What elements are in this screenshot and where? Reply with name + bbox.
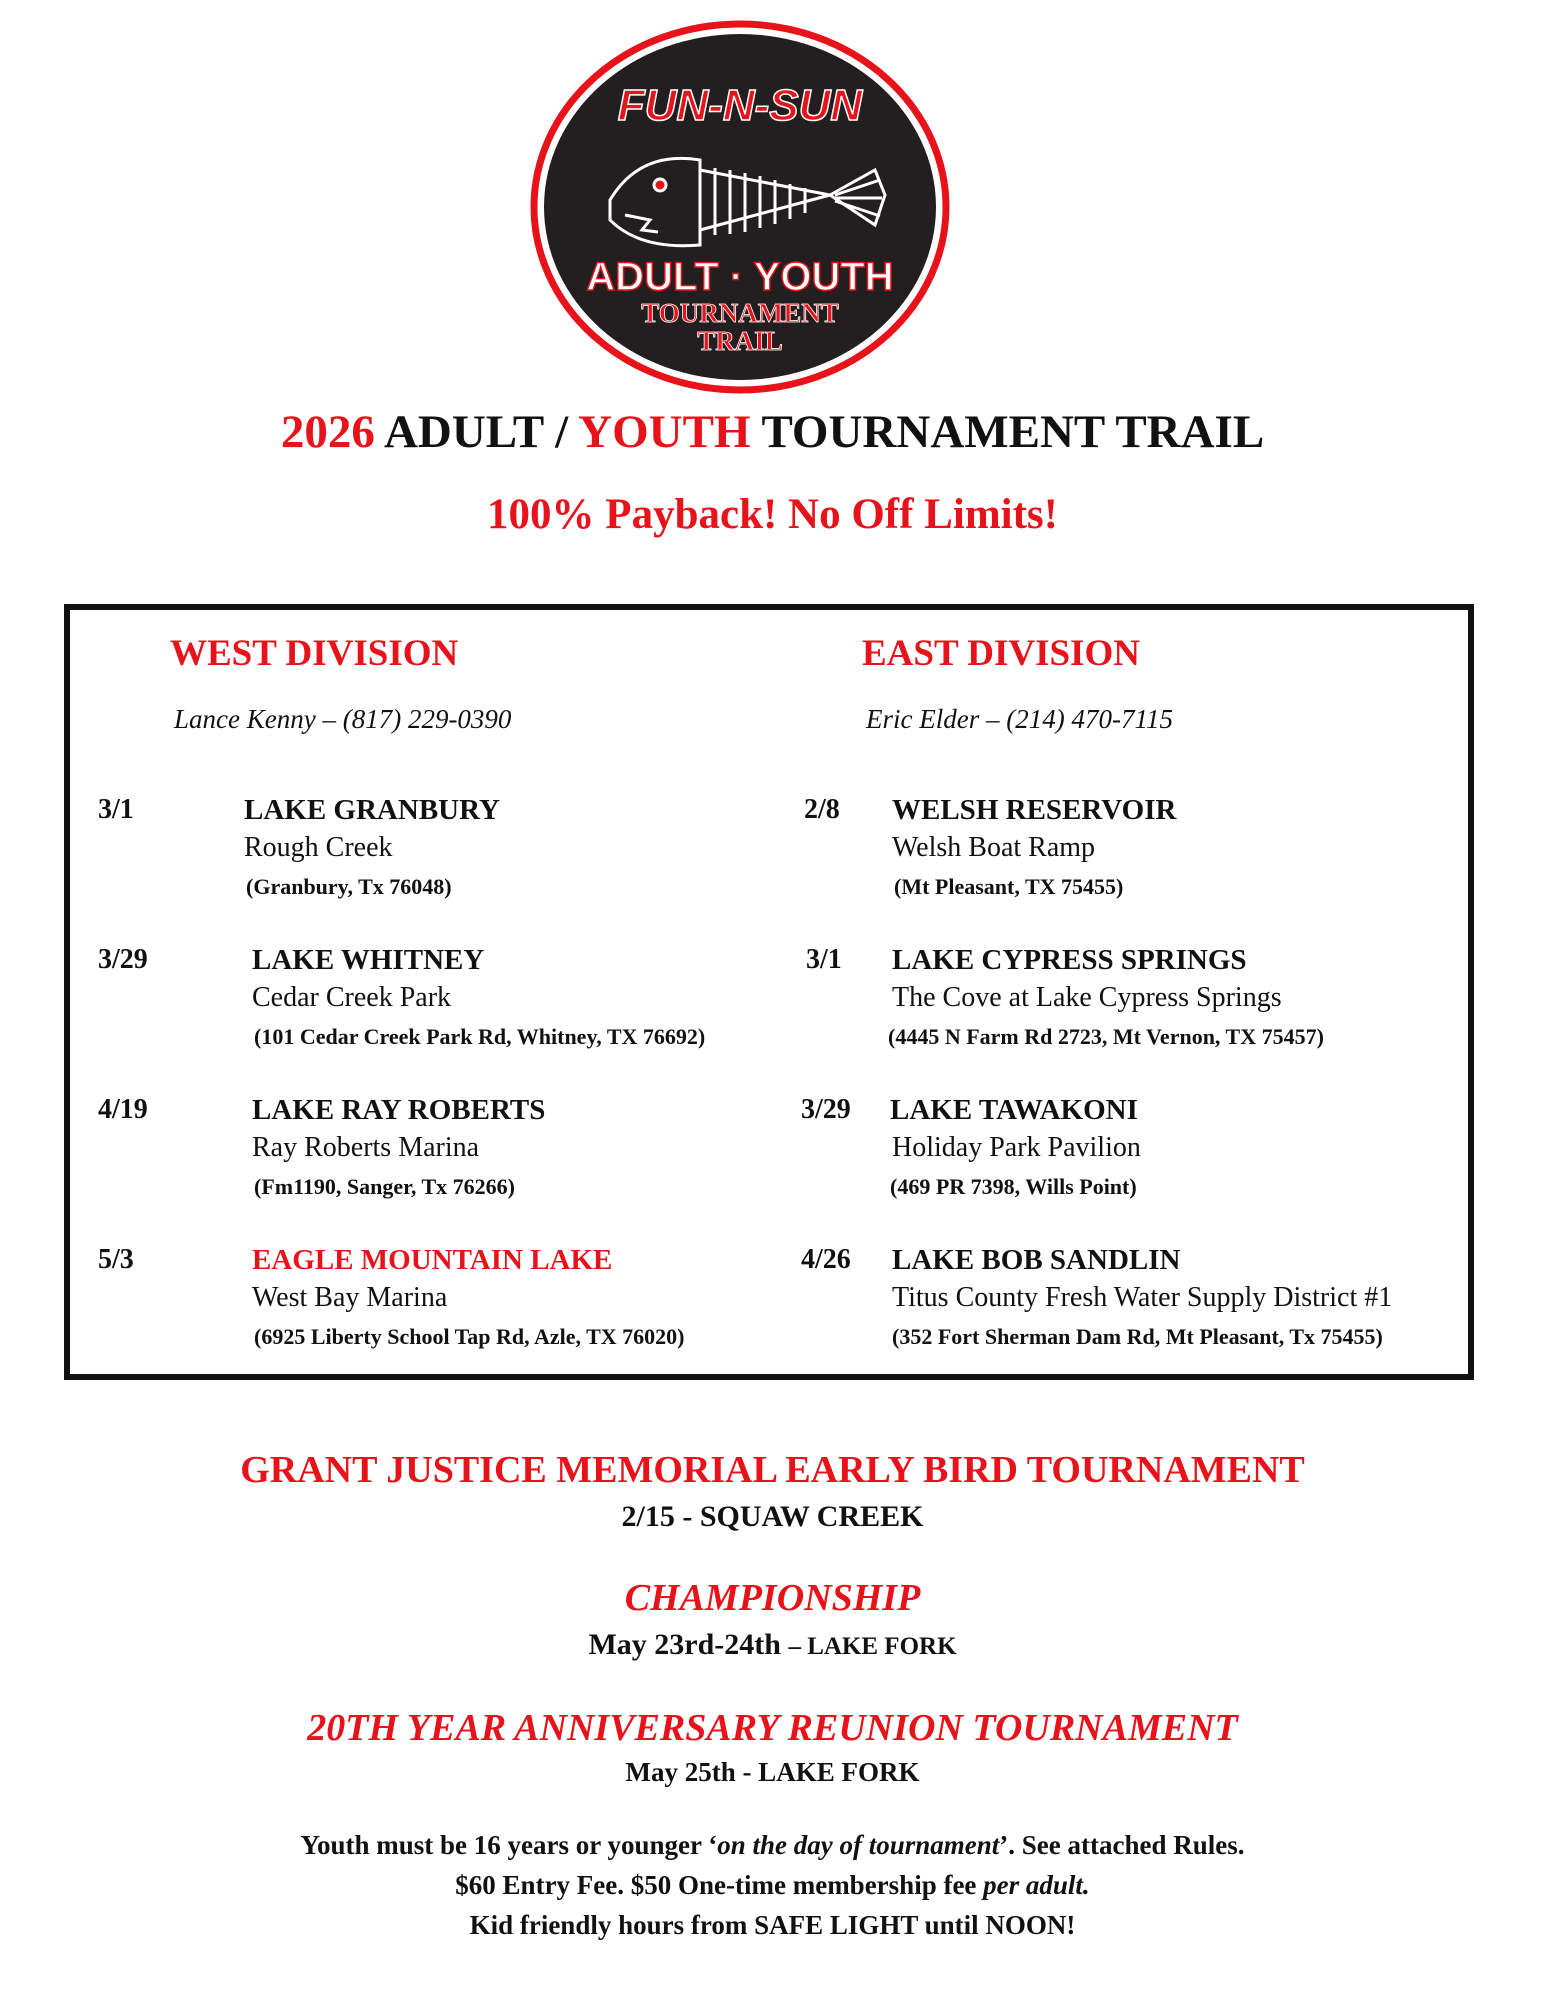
championship-details <box>0 1628 1545 1662</box>
title-adult: ADULT / <box>383 406 569 458</box>
event-venue: Welsh Boat Ramp <box>892 832 1096 863</box>
event-lake: LAKE WHITNEY <box>252 944 485 976</box>
event-venue: Rough Creek <box>244 832 393 863</box>
hours-note: Kid friendly hours from SAFE LIGHT until NOON! <box>469 1910 1076 1940</box>
note-text: $60 Entry Fee. $50 One-time membership fee <box>455 1870 984 1900</box>
note-text: ’. See attached Rules. <box>999 1830 1245 1860</box>
event-lake: LAKE GRANBURY <box>244 794 500 826</box>
note-emphasis: on the day of tournament <box>717 1830 1000 1860</box>
event-date: 5/3 <box>98 1244 134 1275</box>
event-address: (Fm1190, Sanger, Tx 76266) <box>254 1174 515 1199</box>
schedule-box <box>64 604 1474 1380</box>
note-emphasis: per adult. <box>983 1870 1090 1900</box>
event-venue: West Bay Marina <box>252 1282 448 1313</box>
championship-place: – LAKE FORK <box>788 1633 957 1660</box>
event-venue: Titus County Fresh Water Supply District #1 <box>892 1282 1393 1313</box>
event-address: (352 Fort Sherman Dam Rd, Mt Pleasant, Tx 75455) <box>892 1324 1383 1349</box>
event-lake: LAKE BOB SANDLIN <box>892 1244 1181 1276</box>
logo-line3: TRAIL <box>697 326 783 356</box>
logo-line1: ADULT · YOUTH <box>586 255 894 299</box>
event-venue: Ray Roberts Marina <box>252 1132 480 1163</box>
title-rest: TOURNAMENT TRAIL <box>761 406 1265 458</box>
event-address: (101 Cedar Creek Park Rd, Whitney, TX 76692) <box>254 1024 706 1049</box>
event-date: 2/8 <box>804 794 840 825</box>
reunion-date: May 25th - LAKE FORK <box>625 1757 920 1787</box>
title-year: 2026 <box>280 406 375 458</box>
event-lake: WELSH RESERVOIR <box>892 794 1177 826</box>
event-address: (Granbury, Tx 76048) <box>246 874 452 899</box>
west-division-title: WEST DIVISION <box>170 633 459 674</box>
reunion-title: 20TH YEAR ANNIVERSARY REUNION TOURNAMENT <box>307 1707 1238 1749</box>
page-title <box>0 405 1545 459</box>
event-address: (6925 Liberty School Tap Rd, Azle, TX 76020) <box>254 1324 685 1349</box>
youth-age-note <box>0 1830 1545 1861</box>
note-text: Youth must be 16 years or younger ‘ <box>300 1830 718 1860</box>
early-bird-date: 2/15 - SQUAW CREEK <box>621 1500 924 1533</box>
west-division-contact: Lance Kenny – (817) 229-0390 <box>174 704 512 734</box>
event-address: (4445 N Farm Rd 2723, Mt Vernon, TX 75457) <box>888 1024 1324 1049</box>
event-date: 3/29 <box>801 1094 851 1125</box>
event-address: (469 PR 7398, Wills Point) <box>890 1174 1137 1199</box>
championship-date: May 23rd-24th <box>588 1628 781 1661</box>
event-date: 4/19 <box>98 1094 148 1125</box>
championship-title: CHAMPIONSHIP <box>624 1577 921 1619</box>
event-venue: Holiday Park Pavilion <box>892 1132 1141 1163</box>
event-venue: The Cove at Lake Cypress Springs <box>892 982 1282 1013</box>
fun-n-sun-logo <box>530 20 950 395</box>
early-bird-title: GRANT JUSTICE MEMORIAL EARLY BIRD TOURNAMENT <box>240 1449 1305 1491</box>
event-address: (Mt Pleasant, TX 75455) <box>894 874 1124 899</box>
event-lake: EAGLE MOUNTAIN LAKE <box>252 1244 613 1276</box>
event-lake: LAKE CYPRESS SPRINGS <box>892 944 1247 976</box>
event-date: 3/1 <box>806 944 842 975</box>
event-date: 3/29 <box>98 944 148 975</box>
event-date: 3/1 <box>98 794 134 825</box>
event-venue: Cedar Creek Park <box>252 982 452 1013</box>
logo-brand-text: FUN-N-SUN <box>617 81 863 130</box>
title-youth: YOUTH <box>578 406 751 458</box>
event-lake: LAKE TAWAKONI <box>890 1094 1138 1126</box>
event-date: 4/26 <box>801 1244 851 1275</box>
event-lake: LAKE RAY ROBERTS <box>252 1094 546 1126</box>
entry-fee-note <box>0 1870 1545 1901</box>
logo-line2: TOURNAMENT <box>641 298 839 328</box>
east-division-contact: Eric Elder – (214) 470-7115 <box>866 704 1173 734</box>
payback-subtitle: 100% Payback! No Off Limits! <box>487 491 1058 538</box>
east-division-title: EAST DIVISION <box>862 633 1140 674</box>
